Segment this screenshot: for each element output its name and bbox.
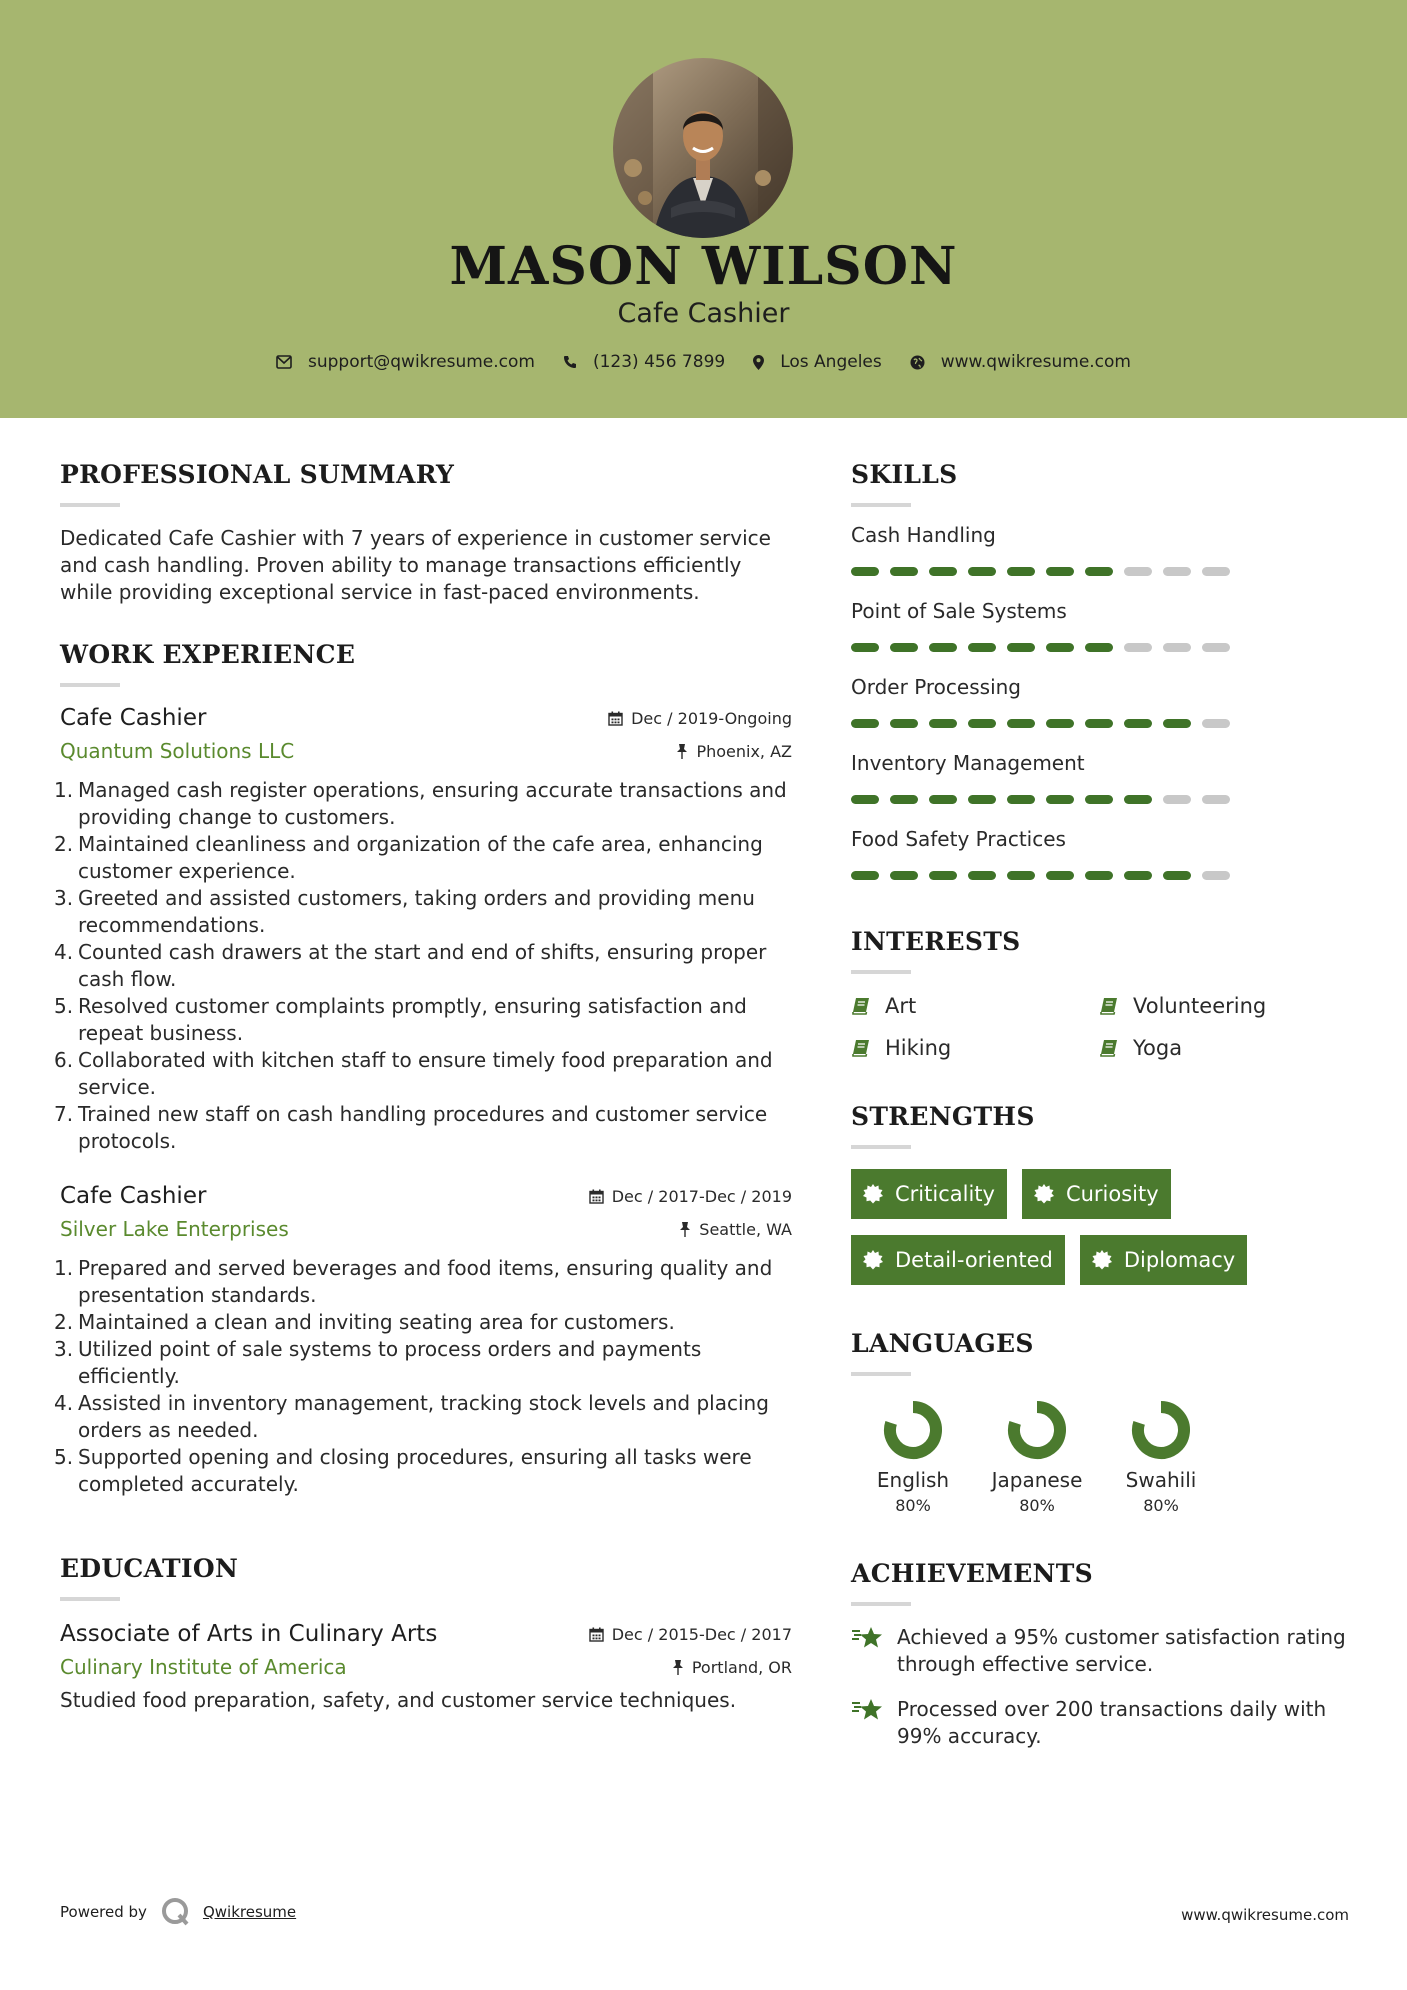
skill-item [851, 675, 1361, 751]
language-progress-arc [1014, 1407, 1060, 1453]
duty-text: Counted cash drawers at the start and end of shifts, ensuring proper cash flow. [78, 940, 767, 991]
languages-list [851, 1398, 1361, 1515]
skill-dot-filled [1124, 719, 1152, 728]
skill-dot-empty [1163, 567, 1191, 576]
job-location-text: Phoenix, AZ [696, 741, 792, 761]
job-location-text: Seattle, WA [699, 1219, 792, 1239]
skill-dot-empty [1202, 643, 1230, 652]
summary-section [60, 460, 792, 606]
job-dates [608, 709, 792, 728]
contact-location [753, 352, 882, 372]
skill-dot-filled [968, 871, 996, 880]
language-item [975, 1398, 1099, 1515]
book-icon [851, 996, 871, 1016]
language-percent: 80% [1019, 1496, 1055, 1515]
skill-dot-filled [929, 643, 957, 652]
duties-list [54, 1255, 792, 1498]
duty-text: Supported opening and closing procedures, ensuring all tasks were completed accurately. [78, 1445, 752, 1496]
skill-name: Cash Handling [851, 523, 996, 547]
calendar-icon [589, 1627, 604, 1642]
skill-dot-empty [1124, 567, 1152, 576]
skill-dot-filled [890, 643, 918, 652]
list-item: 1. Prepared and served beverages and food items, ensuring quality and presentation standards. [54, 1256, 773, 1307]
strengths-heading: STRENGTHS [851, 1102, 1035, 1131]
book-icon [851, 1038, 871, 1058]
languages-section [851, 1329, 1361, 1515]
job-location [676, 742, 792, 761]
pushpin-icon [672, 1660, 684, 1675]
duty-text: Greeted and assisted customers, taking orders and providing menu recommendations. [78, 886, 755, 937]
interest-item [1099, 1036, 1299, 1060]
section-divider [851, 1602, 911, 1606]
skill-dot-filled [851, 719, 879, 728]
list-item: 4. Assisted in inventory management, tracking stock levels and placing orders as needed. [54, 1391, 769, 1442]
language-name: Japanese [991, 1468, 1083, 1492]
calendar-icon [608, 711, 623, 726]
footer-branding [60, 1897, 296, 1927]
education-heading: EDUCATION [60, 1554, 239, 1583]
skill-dot-filled [1046, 567, 1074, 576]
duty-text: Collaborated with kitchen staff to ensure timely food preparation and service. [78, 1048, 773, 1099]
job-entry [54, 1183, 792, 1498]
language-item [1099, 1398, 1223, 1515]
education-dates-text: Dec / 2015-Dec / 2017 [611, 1624, 792, 1644]
skill-dot-filled [1046, 795, 1074, 804]
interests-list [851, 994, 1361, 1060]
skill-dot-filled [851, 567, 879, 576]
avatar [613, 58, 793, 238]
language-name: Swahili [1125, 1468, 1197, 1492]
duty-text: Maintained cleanliness and organization of the cafe area, enhancing customer experience. [78, 832, 763, 883]
skill-dot-filled [890, 795, 918, 804]
skill-name: Order Processing [851, 675, 1021, 699]
strength-label: Detail-oriented [895, 1248, 1053, 1272]
interests-section [851, 927, 1361, 1060]
skill-name: Food Safety Practices [851, 827, 1066, 851]
skill-rating [851, 567, 1361, 576]
left-column [54, 460, 792, 1714]
badge-burst-icon [1034, 1184, 1054, 1204]
skill-dot-filled [1124, 795, 1152, 804]
education-dates [589, 1625, 792, 1644]
list-item: 6. Collaborated with kitchen staff to ensure timely food preparation and service. [54, 1048, 773, 1099]
summary-heading: PROFESSIONAL SUMMARY [60, 460, 455, 489]
list-item: 4. Counted cash drawers at the start and end of shifts, ensuring proper cash flow. [54, 940, 767, 991]
skill-item [851, 599, 1361, 675]
skill-dot-filled [968, 643, 996, 652]
skills-section [851, 460, 1361, 887]
strength-badge [851, 1235, 1065, 1285]
location-text: Los Angeles [780, 352, 882, 372]
duty-text: Assisted in inventory management, tracking stock levels and placing orders as needed. [78, 1391, 769, 1442]
summary-text: Dedicated Cafe Cashier with 7 years of experience in customer service and cash handling. Proven ability to manage transactions efficiently while providing exceptional service in fast-paced environments. [60, 526, 771, 604]
strength-badge [1080, 1235, 1247, 1285]
skill-dot-filled [1007, 719, 1035, 728]
education-location [672, 1658, 792, 1677]
skill-dot-filled [968, 567, 996, 576]
list-item: 2. Maintained a clean and inviting seating area for customers. [54, 1310, 675, 1334]
skill-dot-filled [929, 719, 957, 728]
interest-item [1099, 994, 1299, 1018]
achievements-list [851, 1624, 1361, 1750]
powered-by-text: Powered by [60, 1903, 147, 1921]
job-company: Quantum Solutions LLC [60, 739, 295, 763]
star-icon [851, 1698, 883, 1722]
footer-website[interactable]: www.qwikresume.com [1181, 1906, 1349, 1924]
achievements-section [851, 1559, 1361, 1750]
education-section [60, 1554, 792, 1714]
section-divider [851, 1145, 911, 1149]
duty-text: Managed cash register operations, ensuring accurate transactions and providing change to customers. [78, 778, 787, 829]
strength-badge [851, 1169, 1007, 1219]
job-dates-text: Dec / 2017-Dec / 2019 [611, 1186, 792, 1206]
language-name: English [876, 1468, 950, 1492]
job-dates [589, 1187, 792, 1206]
skill-dot-filled [1163, 719, 1191, 728]
skill-dot-filled [929, 795, 957, 804]
section-divider [60, 1597, 120, 1601]
duty-text: Utilized point of sale systems to process orders and payments efficiently. [78, 1337, 702, 1388]
list-item: 5. Supported opening and closing procedures, ensuring all tasks were completed accurately. [54, 1445, 752, 1496]
skill-dot-filled [1007, 795, 1035, 804]
section-divider [60, 683, 120, 687]
skill-dot-filled [1085, 795, 1113, 804]
book-icon [1099, 1038, 1119, 1058]
list-item: 3. Utilized point of sale systems to process orders and payments efficiently. [54, 1337, 702, 1388]
duty-text: Maintained a clean and inviting seating area for customers. [78, 1310, 675, 1334]
education-location-text: Portland, OR [691, 1657, 792, 1677]
section-divider [851, 1372, 911, 1376]
brand-link[interactable]: Qwikresume [202, 1903, 297, 1921]
education-description: Studied food preparation, safety, and customer service techniques. [60, 1688, 737, 1712]
skill-dot-empty [1202, 567, 1230, 576]
language-progress-ring [1005, 1398, 1069, 1462]
skill-rating [851, 795, 1361, 804]
degree-title: Associate of Arts in Culinary Arts [60, 1621, 438, 1647]
contact-phone[interactable] [563, 352, 725, 372]
interest-label: Art [885, 994, 917, 1018]
duties-list [54, 777, 792, 1155]
profile-photo [613, 58, 793, 238]
skill-dot-filled [929, 871, 957, 880]
badge-burst-icon [863, 1184, 883, 1204]
language-item [851, 1398, 975, 1515]
language-progress-arc [890, 1407, 936, 1453]
contact-email[interactable] [276, 352, 535, 372]
list-item: 2. Maintained cleanliness and organization of the cafe area, enhancing customer experience. [54, 832, 763, 883]
skill-dot-filled [1046, 719, 1074, 728]
book-icon [1099, 996, 1119, 1016]
skill-dot-filled [1085, 871, 1113, 880]
language-progress-ring [881, 1398, 945, 1462]
header-banner [0, 0, 1407, 418]
skill-dot-empty [1163, 643, 1191, 652]
strength-label: Criticality [895, 1182, 995, 1206]
skills-heading: SKILLS [851, 460, 958, 489]
school-name: Culinary Institute of America [60, 1655, 347, 1679]
duty-text: Resolved customer complaints promptly, ensuring satisfaction and repeat business. [78, 994, 747, 1045]
skill-item [851, 827, 1361, 887]
skill-dot-filled [1046, 871, 1074, 880]
job-title: Cafe Cashier [60, 1183, 207, 1209]
skill-dot-filled [1124, 871, 1152, 880]
globe-icon [910, 355, 925, 370]
badge-burst-icon [863, 1250, 883, 1270]
experience-section [54, 640, 792, 1498]
skill-rating [851, 719, 1361, 728]
skill-dot-empty [1202, 795, 1230, 804]
list-item: 7. Trained new staff on cash handling procedures and customer service protocols. [54, 1102, 768, 1153]
map-pin-icon [753, 355, 764, 370]
experience-heading: WORK EXPERIENCE [60, 640, 356, 669]
skill-dot-filled [890, 719, 918, 728]
skill-rating [851, 643, 1361, 652]
achievement-item [851, 1624, 1361, 1678]
right-column [851, 460, 1361, 1750]
strengths-section [851, 1102, 1361, 1301]
skill-dot-filled [1046, 643, 1074, 652]
job-title: Cafe Cashier [60, 705, 207, 731]
achievement-text: Achieved a 95% customer satisfaction rating through effective service. [897, 1625, 1346, 1676]
contact-website[interactable] [910, 352, 1131, 372]
strength-badge [1022, 1169, 1171, 1219]
interests-heading: INTERESTS [851, 927, 1021, 956]
interest-item [851, 1036, 1099, 1060]
skill-dot-filled [968, 719, 996, 728]
skill-dot-empty [1202, 871, 1230, 880]
email-text: support@qwikresume.com [308, 352, 535, 372]
skill-dot-filled [851, 643, 879, 652]
skill-name: Point of Sale Systems [851, 599, 1067, 623]
language-progress-arc [1138, 1407, 1184, 1453]
contact-bar [0, 352, 1407, 372]
star-icon [851, 1626, 883, 1650]
skill-dot-filled [1085, 719, 1113, 728]
skill-dot-empty [1124, 643, 1152, 652]
skill-dot-filled [890, 871, 918, 880]
skill-dot-filled [1007, 871, 1035, 880]
pushpin-icon [676, 744, 688, 759]
skill-dot-empty [1202, 719, 1230, 728]
skill-dot-filled [968, 795, 996, 804]
achievement-item [851, 1696, 1361, 1750]
candidate-name: MASON WILSON [449, 236, 958, 297]
section-divider [60, 503, 120, 507]
skill-dot-filled [1085, 567, 1113, 576]
envelope-icon [276, 355, 292, 369]
skill-item [851, 523, 1361, 599]
section-divider [851, 503, 911, 507]
skill-dot-filled [851, 871, 879, 880]
list-item: 1. Managed cash register operations, ensuring accurate transactions and providing change to customers. [54, 778, 787, 829]
interest-label: Yoga [1133, 1036, 1183, 1060]
duty-text: Trained new staff on cash handling procedures and customer service protocols. [78, 1102, 768, 1153]
section-divider [851, 970, 911, 974]
skill-dot-filled [1163, 871, 1191, 880]
interest-label: Volunteering [1133, 994, 1267, 1018]
skill-dot-filled [1007, 567, 1035, 576]
interest-item [851, 994, 1099, 1018]
skill-dot-filled [890, 567, 918, 576]
job-location [679, 1220, 792, 1239]
skill-dot-filled [929, 567, 957, 576]
website-text: www.qwikresume.com [940, 352, 1131, 372]
skill-dot-filled [1085, 643, 1113, 652]
badge-burst-icon [1092, 1250, 1112, 1270]
achievements-heading: ACHIEVEMENTS [851, 1559, 1093, 1588]
duty-text: Prepared and served beverages and food items, ensuring quality and presentation standards. [78, 1256, 773, 1307]
skill-dot-filled [851, 795, 879, 804]
list-item: 3. Greeted and assisted customers, taking orders and providing menu recommendations. [54, 886, 755, 937]
interest-label: Hiking [885, 1036, 952, 1060]
strengths-list [851, 1169, 1361, 1301]
strength-label: Diplomacy [1123, 1248, 1236, 1272]
phone-text: (123) 456 7899 [592, 352, 726, 372]
strength-label: Curiosity [1065, 1182, 1159, 1206]
skill-name: Inventory Management [851, 751, 1085, 775]
languages-heading: LANGUAGES [851, 1329, 1034, 1358]
language-percent: 80% [895, 1496, 931, 1515]
achievement-text: Processed over 200 transactions daily with 99% accuracy. [897, 1697, 1327, 1748]
language-progress-ring [1129, 1398, 1193, 1462]
job-entry [54, 705, 792, 1155]
qwikresume-logo-icon [161, 1897, 191, 1927]
job-dates-text: Dec / 2019-Ongoing [631, 708, 792, 728]
skill-item [851, 751, 1361, 827]
pushpin-icon [679, 1222, 691, 1237]
list-item: 5. Resolved customer complaints promptly, ensuring satisfaction and repeat business. [54, 994, 747, 1045]
skill-dot-filled [1007, 643, 1035, 652]
candidate-title: Cafe Cashier [617, 298, 790, 329]
job-company: Silver Lake Enterprises [60, 1217, 289, 1241]
language-percent: 80% [1143, 1496, 1179, 1515]
calendar-icon [589, 1189, 604, 1204]
skill-rating [851, 871, 1361, 880]
skills-list [851, 523, 1361, 887]
phone-icon [563, 355, 577, 369]
skill-dot-empty [1163, 795, 1191, 804]
